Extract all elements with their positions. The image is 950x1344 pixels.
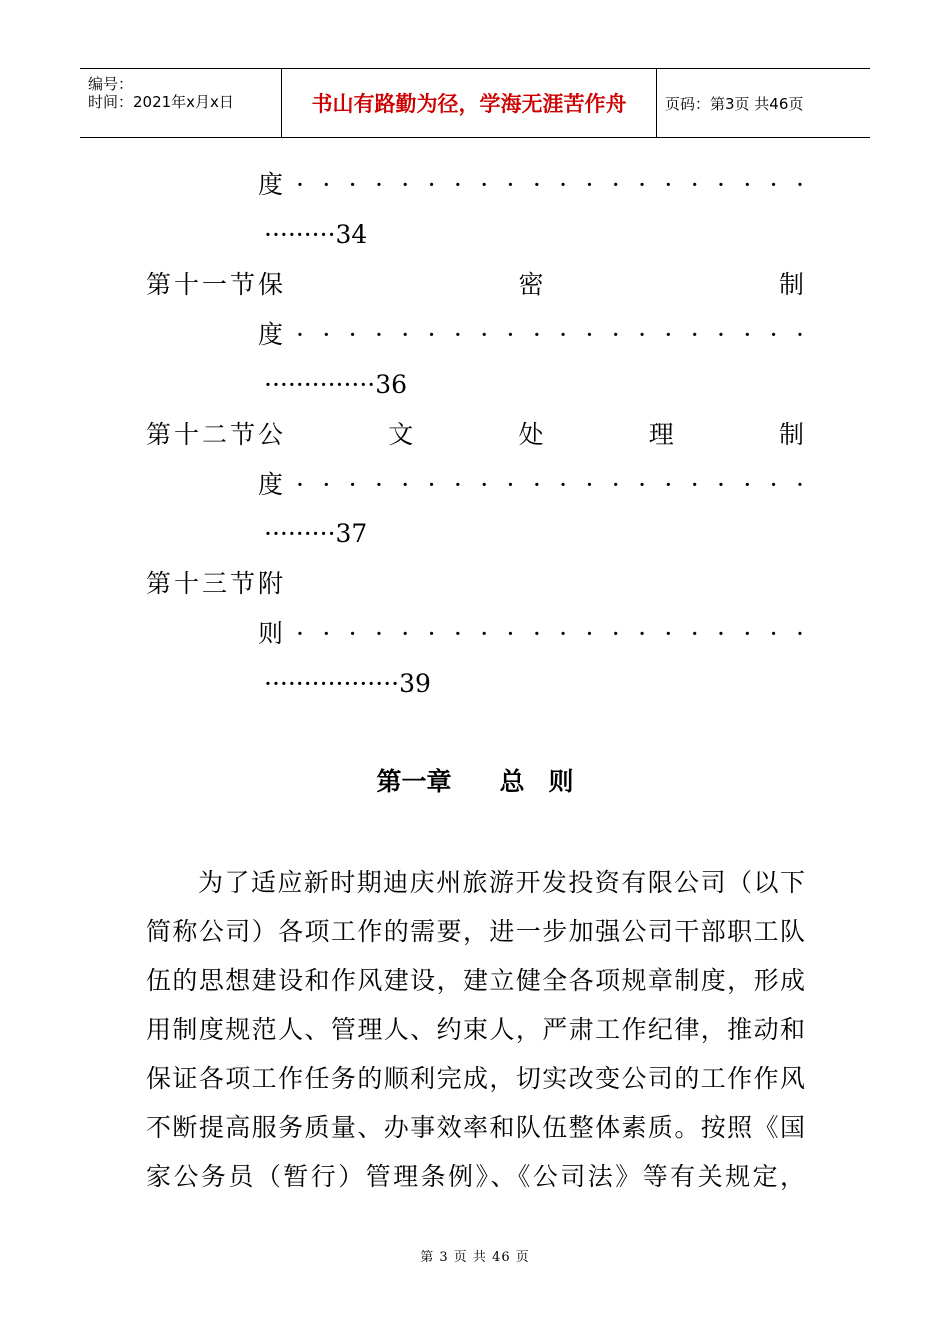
toc-entry-13-title: 附	[258, 569, 284, 598]
document-number-label: 编号：	[88, 75, 134, 93]
document-time-label: 时间：2021年x月x日	[88, 93, 234, 111]
toc-entry-11-tail: 度	[258, 320, 284, 349]
toc-entry-12-page: ·········37	[264, 519, 368, 548]
toc-entry-12-tail: 度	[258, 470, 284, 499]
header-meta	[80, 69, 282, 137]
header-motto: 书山有路勤为径，学海无涯苦作舟	[311, 92, 627, 116]
toc-entry-10-leader: · · · · · · · · · · · · · · · · · · · ·	[296, 170, 804, 199]
toc-entry-12-char: 理	[648, 420, 674, 449]
body-line: 用制度规范人、管理人、约束人，严肃工作纪律，推动和	[146, 1015, 806, 1044]
toc-entry-11-char: 保	[258, 270, 284, 299]
toc-entry-11-char: 密	[518, 270, 544, 299]
toc-entry-12-char: 制	[778, 420, 804, 449]
body-line: 为了适应新时期迪庆州旅游开发投资有限公司（以下	[198, 868, 806, 897]
body-line: 伍的思想建设和作风建设，建立健全各项规章制度，形成	[146, 966, 806, 995]
toc-entry-10-tail-char: 度	[258, 170, 284, 199]
chapter-name-char: 总	[499, 767, 525, 796]
toc-entry-13-page: ·················39	[264, 669, 431, 698]
toc-entry-10-tail	[258, 170, 283, 200]
header-page-info: 页码：第3页 共46页	[665, 94, 804, 113]
body-line: 保证各项工作任务的顺利完成，切实改变公司的工作作风	[146, 1064, 806, 1093]
body-line: 不断提高服务质量、办事效率和队伍整体素质。按照《国	[146, 1113, 806, 1142]
chapter-number: 第一章	[376, 767, 452, 796]
toc-entry-11-title	[258, 270, 804, 300]
body-line: 家公务员（暂行）管理条例》、《公司法》等有关规定，	[146, 1162, 806, 1191]
toc-entry-12-title	[258, 420, 804, 450]
toc-entry-11-label: 第十一节	[146, 270, 259, 299]
header-motto-cell	[282, 69, 657, 137]
toc-entry-12-char: 文	[388, 420, 414, 449]
toc-entry-11-leader: · · · · · · · · · · · · · · · · · · · ·	[296, 320, 804, 349]
page-header	[80, 68, 870, 138]
toc-entry-11-char: 制	[778, 270, 804, 299]
toc-entry-12-leader: · · · · · · · · · · · · · · · · · · · ·	[296, 470, 804, 499]
toc-entry-13-leader: · · · · · · · · · · · · · · · · · · · ·	[296, 619, 804, 648]
toc-entry-10-page: ·········34	[264, 220, 368, 249]
body-line: 简称公司）各项工作的需要，进一步加强公司干部职工队	[146, 917, 806, 946]
toc-entry-13-label: 第十三节	[146, 569, 259, 598]
body-paragraph	[146, 858, 806, 1201]
toc-entry-13-tail: 则	[258, 619, 284, 648]
toc-entry-12-label: 第十二节	[146, 420, 259, 449]
chapter-title	[0, 764, 950, 800]
toc-entry-12-char: 处	[518, 420, 544, 449]
chapter-name-char: 则	[548, 767, 574, 796]
page-footer: 第 3 页 共 46 页	[420, 1250, 530, 1265]
toc-entry-11-page: ··············36	[264, 370, 408, 399]
toc-entry-12-char: 公	[258, 420, 284, 449]
